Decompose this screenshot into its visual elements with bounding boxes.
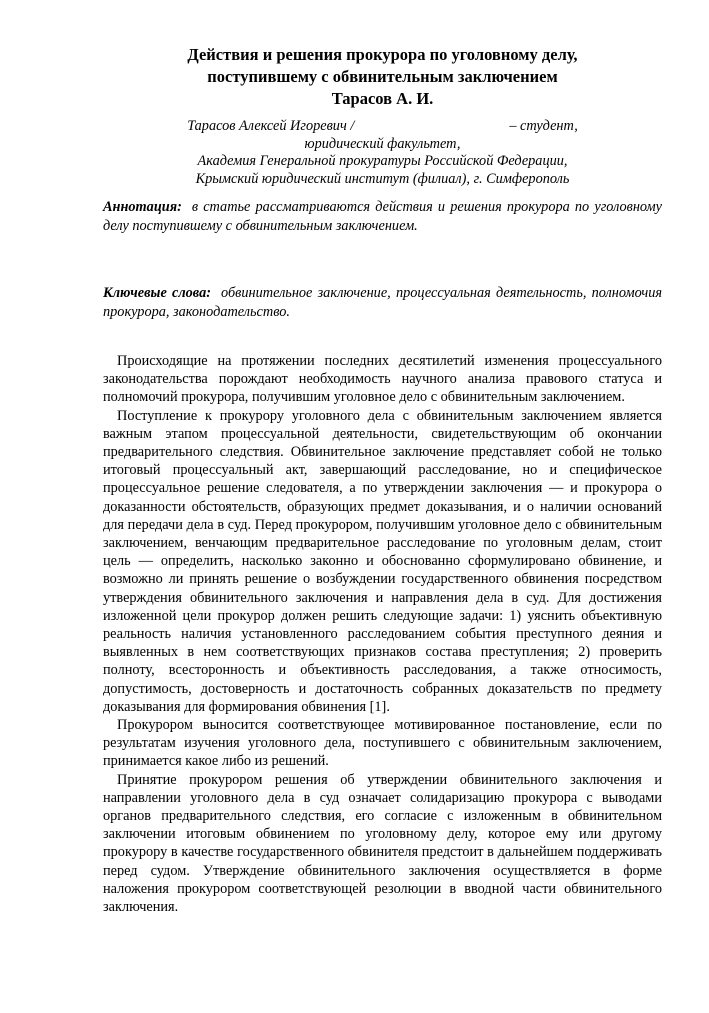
annotation-text: в статье рассматриваются действия и решения прокурора по уголовному делу поступившему с обвинительным заключением. xyxy=(103,199,662,234)
affiliation-line-3: Академия Генеральной прокуратуры Российской Федерации, xyxy=(197,153,568,169)
body-paragraph-2: Поступление к прокурору уголовного дела с обвинительным заключением является важным этапом процессуальной деятельности, свидетельствующим об окончании предварительного следствия. Обвинительное заключение представляет собой не только итоговый процессуальный акт, завершающий расследование, но и специфическое процессуальное решение следователя, а по утверждении заключения — и прокурора о доказанности обстоятельств, образующих предмет доказывания, и о наличии оснований для передачи дела в суд. Перед прокурором, получившим уголовное дело с обвинительным заключением, венчающим предварительное расследование по уголовным делам, стоит цель — определить, насколько законно и обоснованно сформулировано обвинение, и возможно ли принять решение о возбуждении государственного обвинения посредством утверждения обвинительного заключения и направления дела в суд. Для достижения изложенной цели прокурор должен решить следующие задачи: 1) уяснить объективную реальность наличия установленного расследованием события преступного деяния и выявленных в нем соответствующих признаков состава преступления; 2) проверить полноту, всесторонность и объективность расследования, а также относимость, допустимость, достоверность и достаточность собранных доказательств по предмету доказывания для формирования обвинения [1]. xyxy=(103,407,662,715)
annotation-label: Аннотация: xyxy=(103,199,182,215)
author-role: – студент, xyxy=(509,118,578,134)
affiliation-line-1 xyxy=(103,118,662,136)
article-title-line2: поступившему с обвинительным заключением xyxy=(207,67,558,86)
affiliation-line-2: юридический факультет, xyxy=(304,135,461,152)
body-paragraph-3: Прокурором выносится соответствующее мотивированное постановление, если по результатам изучения уголовного дела, поступившего с обвинительным заключением, принимается какое либо из решений. xyxy=(103,717,662,770)
author-full-name: Тарасов Алексей Игоревич / xyxy=(187,118,355,134)
keywords-paragraph xyxy=(103,284,662,322)
author-affiliation-block xyxy=(103,118,662,188)
body-paragraph-4: Принятие прокурором решения об утверждении обвинительного заключения и направлении уголовного дела в суд означает солидаризацию прокурора с выводами органов предварительного следствия, его согласие с изложенным в обвинительном заключении итоговым обвинением по уголовному делу, которое ему или другому прокурору в качестве государственного обвинителя предстоит в дальнейшем поддерживать перед судом. Утверждение обвинительного заключения осуществляется в форме наложения прокурором соответствующей резолюции в вводной части обвинительного заключения. xyxy=(103,771,662,916)
keywords-text: обвинительное заключение, процессуальная деятельность, полномочия прокурора, законодательство. xyxy=(103,285,662,320)
article-title xyxy=(103,44,662,88)
author-name: Тарасов А. И. xyxy=(331,89,434,108)
article-body xyxy=(103,352,662,916)
annotation-paragraph xyxy=(103,198,662,236)
keywords-label: Ключевые слова: xyxy=(103,285,212,301)
body-paragraph-1: Происходящие на протяжении последних десятилетий изменения процессуального законодательства порождают необходимость научного анализа правового статуса и полномочий прокурора, получившим уголовное дело с обвинительным заключением. xyxy=(103,353,662,406)
affiliation-line-4: Крымский юридический институт (филиал), г. Симферополь xyxy=(195,170,570,187)
article-title-line1: Действия и решения прокурора по уголовному делу, xyxy=(187,45,578,64)
